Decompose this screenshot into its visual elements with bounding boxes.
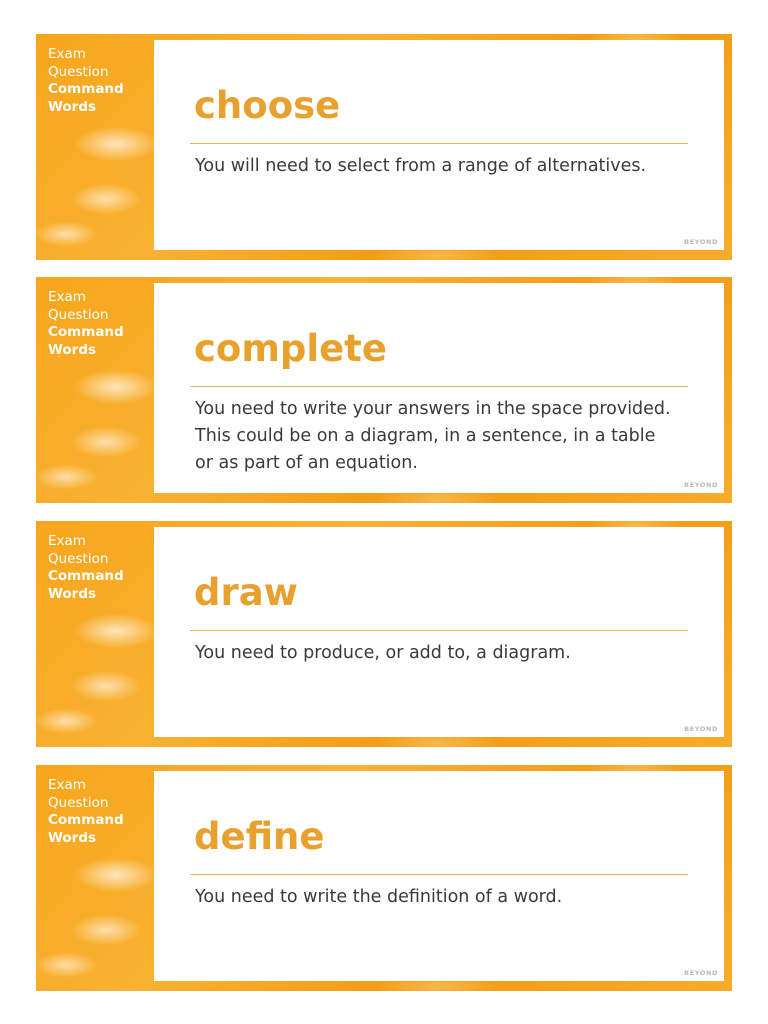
label-exam: Exam <box>48 533 86 549</box>
label-words: Words <box>48 829 97 846</box>
card-panel <box>154 40 724 250</box>
label-exam: Exam <box>48 777 86 793</box>
label-words: Words <box>48 585 97 602</box>
divider <box>190 143 688 144</box>
command-word: choose <box>194 84 341 127</box>
card-label <box>48 533 148 603</box>
divider <box>190 630 688 631</box>
divider <box>190 386 688 387</box>
card-panel <box>154 283 724 493</box>
definition-text: You need to write your answers in the space provided. This could be on a diagram, in a sentence, in a table or as part of an equation. <box>195 399 671 473</box>
card-label <box>48 289 148 359</box>
command-word-card-complete <box>36 277 732 503</box>
label-exam: Exam <box>48 46 86 62</box>
definition-text: You need to write the definition of a word. <box>195 887 563 907</box>
command-word-card-choose <box>36 34 732 260</box>
label-exam: Exam <box>48 289 86 305</box>
card-label <box>48 46 148 116</box>
command-word-card-draw <box>36 521 732 747</box>
command-word-card-define <box>36 765 732 991</box>
brand-logo: BEYOND <box>684 481 718 489</box>
label-question: Question <box>48 63 109 80</box>
command-word: draw <box>194 571 298 614</box>
command-word: define <box>194 815 325 858</box>
label-command: Command <box>48 812 124 828</box>
label-question: Question <box>48 550 109 567</box>
definition-text: You will need to select from a range of alternatives. <box>195 156 647 176</box>
command-word: complete <box>194 327 387 370</box>
brand-logo: BEYOND <box>684 238 718 246</box>
label-question: Question <box>48 306 109 323</box>
card-panel <box>154 527 724 737</box>
label-command: Command <box>48 324 124 340</box>
brand-logo: BEYOND <box>684 725 718 733</box>
card-label <box>48 777 148 847</box>
label-command: Command <box>48 81 124 97</box>
brand-logo: BEYOND <box>684 969 718 977</box>
label-question: Question <box>48 794 109 811</box>
card-panel <box>154 771 724 981</box>
definition-text: You need to produce, or add to, a diagram. <box>195 643 571 663</box>
label-words: Words <box>48 98 97 115</box>
label-command: Command <box>48 568 124 584</box>
label-words: Words <box>48 341 97 358</box>
divider <box>190 874 688 875</box>
